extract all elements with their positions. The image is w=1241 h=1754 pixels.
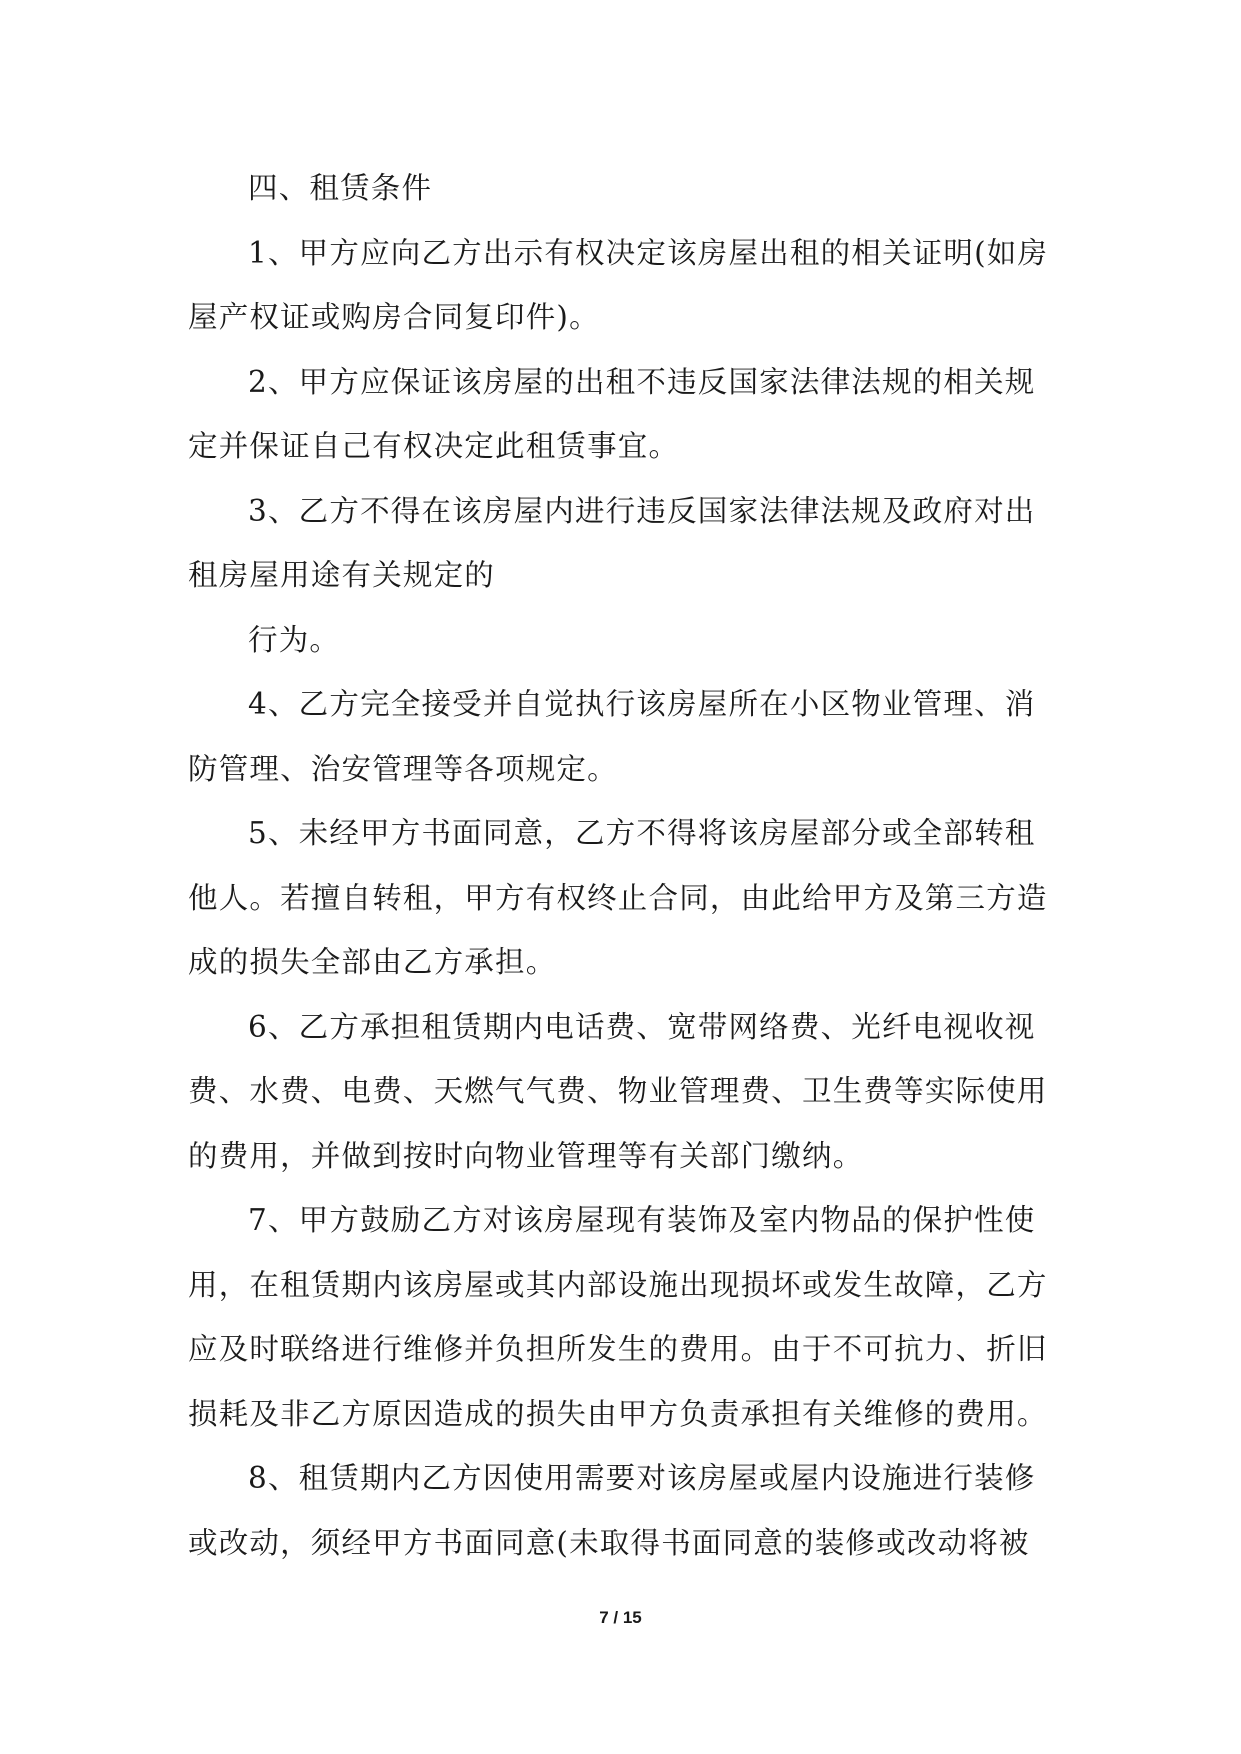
text-line: 2、甲方应保证该房屋的出租不违反国家法律法规的相关规	[248, 364, 1036, 399]
document-body	[188, 156, 1058, 1575]
text-line: 的费用，并做到按时向物业管理等有关部门缴纳。	[188, 1138, 864, 1173]
text-line: 5、未经甲方书面同意，乙方不得将该房屋部分或全部转租	[248, 816, 1036, 850]
text-line: 应及时联络进行维修并负担所发生的费用。由于不可抗力、折旧	[188, 1332, 1048, 1366]
text-line: 成的损失全部由乙方承担。	[188, 945, 557, 979]
text-line: 1、甲方应向乙方出示有权决定该房屋出租的相关证明(如房	[248, 235, 1049, 270]
text-line: 7、甲方鼓励乙方对该房屋现有装饰及室内物品的保护性使	[248, 1203, 1036, 1237]
text-line: 他人。若擅自转租，甲方有权终止合同，由此给甲方及第三方造	[188, 880, 1048, 915]
text-line: 行为。	[248, 622, 341, 657]
text-line: 4、乙方完全接受并自觉执行该房屋所在小区物业管理、消	[248, 687, 1036, 721]
text-line: 定并保证自己有权决定此租赁事宜。	[188, 429, 680, 463]
text-line: 或改动，须经甲方书面同意(未取得书面同意的装修或改动将被	[188, 1525, 1030, 1560]
text-line: 用，在租赁期内该房屋或其内部设施出现损坏或发生故障，乙方	[188, 1267, 1048, 1302]
page-number: 7 / 15	[599, 1608, 642, 1627]
text-line: 租房屋用途有关规定的	[188, 558, 496, 592]
section-heading: 四、租赁条件	[248, 171, 433, 205]
text-line: 3、乙方不得在该房屋内进行违反国家法律法规及政府对出	[248, 493, 1036, 528]
text-line: 损耗及非乙方原因造成的损失由甲方负责承担有关维修的费用。	[188, 1396, 1048, 1431]
text-line: 8、租赁期内乙方因使用需要对该房屋或屋内设施进行装修	[248, 1461, 1036, 1495]
text-line: 屋产权证或购房合同复印件)。	[188, 300, 600, 334]
text-line: 费、水费、电费、天燃气气费、物业管理费、卫生费等实际使用	[188, 1074, 1048, 1108]
text-line: 防管理、治安管理等各项规定。	[188, 751, 618, 786]
text-line: 6、乙方承担租赁期内电话费、宽带网络费、光纤电视收视	[248, 1009, 1036, 1044]
